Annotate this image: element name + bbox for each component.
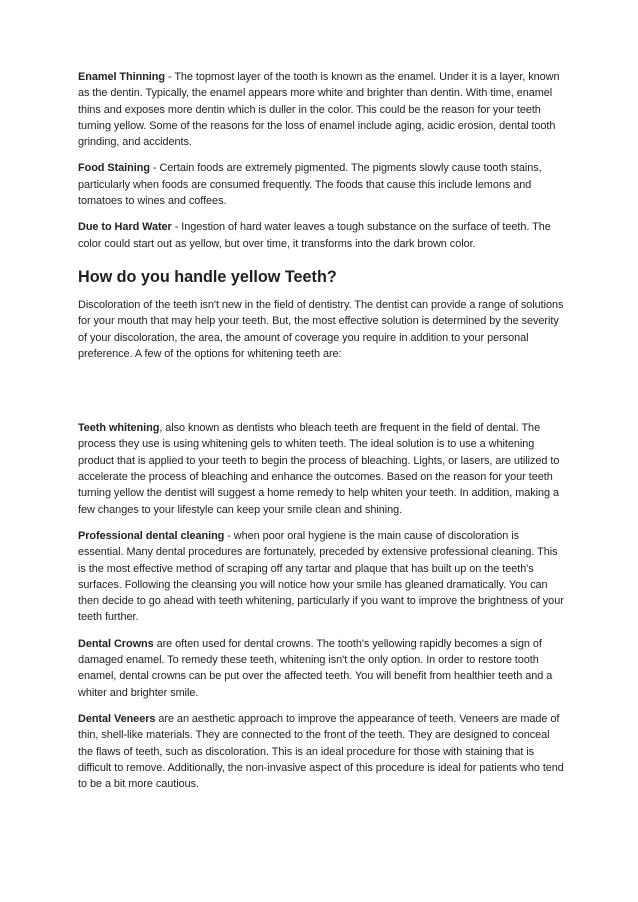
cause-term: Food Staining: [78, 162, 150, 175]
treatment-paragraph-dental-veneers: [78, 711, 564, 792]
treatment-paragraph-professional-cleaning: [78, 528, 564, 626]
section-heading: How do you handle yellow Teeth?: [78, 267, 337, 286]
cause-text: - Certain foods are extremely pigmented. The pigments slowly cause tooth stains, particularly when foods are consumed frequently. The foods that cause this include lemons and tomatoes to wines and coffees.: [78, 162, 542, 208]
cause-text: - Ingestion of hard water leaves a tough substance on the surface of teeth. The color could start out as yellow, but over time, it transforms into the dark brown color.: [78, 221, 551, 250]
treatment-text: , also known as dentists who bleach teeth are frequent in the field of dental. The process they use is using whitening gels to whiten teeth. The ideal solution is to use a whitening product that is applied to your teeth to begin the process of bleaching. Lights, or lasers, are utilized to accelerate the process of bleaching and enhance the outcomes. Based on the reason for your teeth turning yellow the dentist will suggest a home remedy to help whiten your teeth. In addition, making a few changes to your lifestyle can keep your smile clean and shining.: [78, 422, 560, 516]
treatment-term: Dental Veneers: [78, 712, 156, 725]
cause-term: Due to Hard Water: [78, 221, 172, 234]
treatment-text: are an aesthetic approach to improve the appearance of teeth. Veneers are made of thin, shell-like materials. They are connected to the front of the teeth. They are designed to conceal the flaws of teeth, such as discoloration. This is an ideal procedure for those with staining that is difficult to remove. Additionally, the non-invasive aspect of this procedure is ideal for patients who tend to be a bit more cautious.: [78, 712, 564, 791]
treatment-term: Dental Crowns: [78, 637, 154, 650]
cause-paragraph-food-staining: [78, 160, 564, 209]
treatment-text: are often used for dental crowns. The tooth's yellowing rapidly becomes a sign of damaged enamel. To remedy these teeth, whitening isn't the only option. In order to restore tooth enamel, dental crowns can be put over the affected teeth. You will benefit from healthier teeth and a whiter and brighter smile.: [78, 637, 553, 699]
treatment-paragraph-dental-crowns: [78, 636, 564, 701]
cause-text: - The topmost layer of the tooth is known as the enamel. Under it is a layer, known as the dentin. Typically, the enamel appears more white and brighter than dentin. With time, enamel thins and exposes more dentin which is duller in the color. This could be the reason for your teeth turning yellow. Some of the reasons for the loss of enamel include aging, acidic erosion, dental tooth grinding, and accidents.: [78, 71, 560, 149]
treatment-paragraph-teeth-whitening: [78, 420, 564, 518]
treatment-term: Professional dental cleaning: [78, 529, 225, 542]
treatment-term: Teeth whitening: [78, 422, 160, 435]
section-intro-paragraph: Discoloration of the teeth isn't new in the field of dentistry. The dentist can provide a range of solutions for your mouth that may help your teeth. But, the most effective solution is determined by the severity of your discoloration, the area, the amount of coverage you require in addition to your personal preference. A few of the options for whitening teeth are:: [78, 298, 564, 360]
blank-space: [78, 362, 564, 420]
treatment-text: - when poor oral hygiene is the main cause of discoloration is essential. Many dental procedures are fortunately, preceded by extensive professional cleaning. This is the most effective method of scraping off any tartar and plaque that has built up on the teeth's surfaces. Following the cleansing you will notice how your smile has gleaned dramatically. You can then decide to go ahead with teeth whitening, particularly if you want to improve the brightness of your teeth further.: [78, 529, 564, 624]
document-page: [78, 69, 564, 792]
cause-paragraph-enamel-thinning: [78, 69, 564, 150]
cause-paragraph-hard-water: [78, 219, 564, 252]
cause-term: Enamel Thinning: [78, 71, 165, 83]
